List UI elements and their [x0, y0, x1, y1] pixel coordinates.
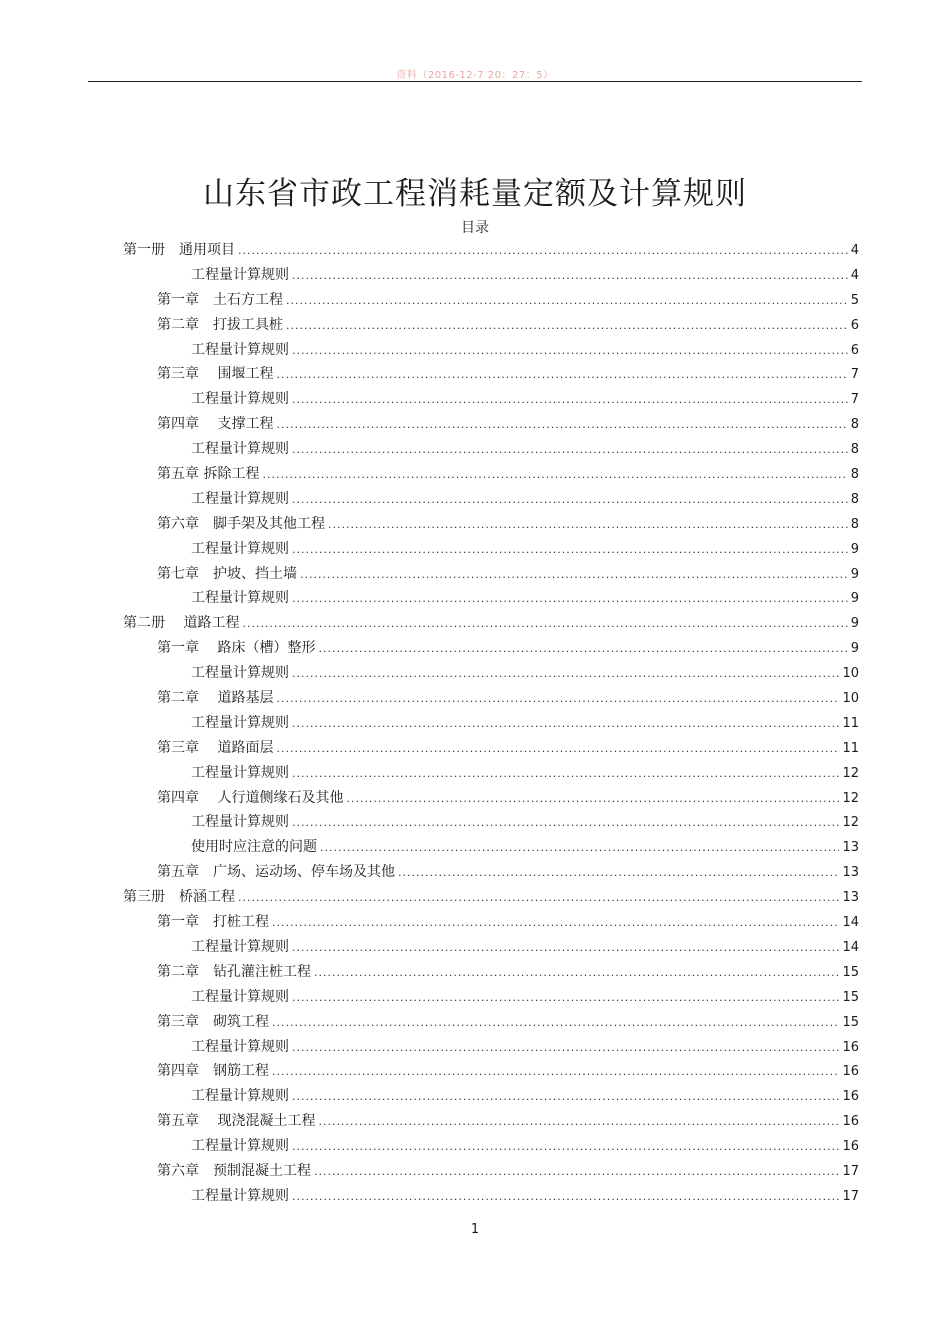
toc-entry-label: 工程量计算规则 [191, 266, 289, 283]
toc-entry-label: 工程量计算规则 [191, 665, 289, 682]
toc-entry-page: 8 [850, 467, 859, 483]
toc-entry-label: 第三章 砌筑工程 [157, 1013, 269, 1030]
toc-entry-page: 7 [850, 392, 859, 408]
toc-dot-leader [292, 438, 848, 463]
toc-entry-page: 13 [842, 840, 859, 856]
toc-entry-label: 工程量计算规则 [191, 714, 289, 731]
toc-dot-leader [262, 463, 847, 488]
toc-entry[interactable] [123, 686, 859, 711]
toc-entry-page: 16 [842, 1114, 859, 1130]
toc-entry[interactable] [123, 1035, 859, 1060]
toc-entry-label: 第四章 钢筋工程 [157, 1063, 269, 1080]
toc-dot-leader [238, 886, 839, 911]
toc-entry-page: 9 [850, 641, 859, 657]
page-number: 1 [470, 1222, 480, 1237]
toc-entry-page: 11 [842, 715, 859, 731]
toc-entry-label: 第二章 钻孔灌注桩工程 [157, 963, 311, 980]
toc-dot-leader [292, 936, 839, 961]
toc-dot-leader [292, 1036, 839, 1061]
toc-entry[interactable] [123, 835, 859, 860]
toc-dot-leader [292, 488, 848, 513]
toc-dot-leader [276, 737, 839, 762]
toc-entry-label: 工程量计算规则 [191, 540, 289, 557]
toc-entry[interactable] [123, 512, 859, 537]
toc-entry[interactable] [123, 1059, 859, 1084]
toc-entry-label: 工程量计算规则 [191, 814, 289, 831]
toc-entry-page: 14 [842, 915, 859, 931]
toc-dot-leader [292, 264, 848, 289]
toc-dot-leader [318, 1110, 839, 1135]
toc-dot-leader [276, 687, 839, 712]
toc-entry[interactable] [123, 985, 859, 1010]
toc-entry-page: 8 [850, 417, 859, 433]
toc-dot-leader [292, 1185, 839, 1210]
toc-dot-leader [318, 637, 847, 662]
toc-entry-label: 第一章 路床（槽）整形 [157, 640, 316, 657]
toc-entry-page: 8 [850, 442, 859, 458]
toc-entry[interactable] [123, 1084, 859, 1109]
toc-entry[interactable] [123, 263, 859, 288]
toc-entry[interactable] [123, 810, 859, 835]
toc-entry-page: 6 [850, 317, 859, 333]
toc-entry-label: 第四章 支撑工程 [157, 416, 274, 433]
toc-entry-label: 工程量计算规则 [191, 1038, 289, 1055]
toc-entry-label: 第一章 土石方工程 [157, 291, 283, 308]
toc-entry-page: 13 [842, 890, 859, 906]
toc-entry[interactable] [123, 412, 859, 437]
toc-entry-label: 第四章 人行道侧缘石及其他 [157, 789, 344, 806]
toc-entry-page: 15 [842, 1014, 859, 1030]
toc-dot-leader [286, 289, 848, 314]
toc-entry-label: 工程量计算规则 [191, 938, 289, 955]
toc-entry-label: 第二册 道路工程 [123, 615, 240, 632]
toc-dot-leader [272, 1060, 839, 1085]
toc-dot-leader [292, 712, 839, 737]
toc-entry-label: 使用时应注意的问题 [191, 839, 317, 856]
toc-entry[interactable] [123, 636, 859, 661]
toc-dot-leader [238, 239, 848, 264]
toc-entry-label: 第二章 打拔工具桩 [157, 316, 283, 333]
toc-entry-page: 8 [850, 491, 859, 507]
toc-dot-leader [286, 314, 848, 339]
toc-entry-page: 8 [850, 516, 859, 532]
toc-entry-label: 第五章 拆除工程 [157, 466, 260, 483]
header-timestamp: 资料（2016-12-7 20：27：5） [396, 70, 554, 81]
toc-entry-page: 16 [842, 1089, 859, 1105]
toc-entry-label: 第一册 通用项目 [123, 242, 235, 258]
toc-dot-leader [276, 363, 847, 388]
toc-entry-page: 16 [842, 1139, 859, 1155]
toc-dot-leader [292, 339, 848, 364]
toc-entry[interactable] [123, 1159, 859, 1184]
toc-entry-label: 工程量计算规则 [191, 441, 289, 458]
toc-dot-leader [292, 662, 839, 687]
toc-entry[interactable] [123, 661, 859, 686]
toc-entry-page: 12 [842, 790, 859, 806]
toc-entry-label: 第一章 打桩工程 [157, 914, 269, 931]
toc-entry-page: 9 [850, 566, 859, 582]
toc-entry-page: 7 [850, 367, 859, 383]
toc-entry-page: 4 [850, 243, 859, 258]
toc-entry-label: 工程量计算规则 [191, 341, 289, 358]
table-of-contents [123, 238, 859, 1209]
toc-heading: 目录 [461, 220, 489, 236]
toc-entry[interactable] [123, 1010, 859, 1035]
toc-entry[interactable] [123, 960, 859, 985]
toc-entry[interactable] [123, 313, 859, 338]
toc-entry-label: 工程量计算规则 [191, 764, 289, 781]
toc-dot-leader [272, 911, 839, 936]
toc-dot-leader [276, 413, 847, 438]
toc-dot-leader [272, 1011, 839, 1036]
toc-entry[interactable] [123, 711, 859, 736]
toc-entry-label: 第二章 道路基层 [157, 690, 274, 707]
toc-dot-leader [292, 1085, 839, 1110]
toc-entry-label: 第三册 桥涵工程 [123, 889, 235, 906]
toc-entry[interactable] [123, 462, 859, 487]
toc-entry-page: 17 [842, 1188, 859, 1204]
toc-dot-leader [398, 861, 839, 886]
toc-entry-label: 工程量计算规则 [191, 988, 289, 1005]
toc-entry-page: 4 [850, 267, 859, 283]
toc-entry[interactable] [123, 387, 859, 412]
toc-entry[interactable] [123, 362, 859, 387]
toc-dot-leader [346, 787, 839, 812]
toc-entry-page: 12 [842, 765, 859, 781]
toc-entry-page: 6 [850, 342, 859, 358]
toc-entry-page: 11 [842, 740, 859, 756]
toc-entry-page: 13 [842, 865, 859, 881]
toc-entry-label: 第三章 道路面层 [157, 739, 274, 756]
toc-entry-label: 第五章 广场、运动场、停车场及其他 [157, 864, 395, 881]
toc-entry[interactable] [123, 935, 859, 960]
toc-entry[interactable] [123, 1134, 859, 1159]
toc-dot-leader [292, 986, 839, 1011]
toc-entry-label: 工程量计算规则 [191, 1187, 289, 1204]
toc-entry-label: 第六章 预制混凝土工程 [157, 1162, 311, 1179]
toc-entry[interactable] [123, 1109, 859, 1134]
toc-entry[interactable] [123, 761, 859, 786]
toc-entry-label: 第七章 护坡、挡土墙 [157, 565, 297, 582]
toc-dot-leader [292, 587, 848, 612]
document-title: 山东省市政工程消耗量定额及计算规则 [203, 176, 747, 212]
toc-dot-leader [242, 612, 847, 637]
toc-entry-label: 工程量计算规则 [191, 590, 289, 607]
toc-dot-leader [292, 762, 839, 787]
toc-entry[interactable] [123, 786, 859, 811]
toc-entry[interactable] [123, 288, 859, 313]
toc-entry[interactable] [123, 487, 859, 512]
toc-dot-leader [300, 563, 848, 588]
toc-entry[interactable] [123, 885, 859, 910]
toc-dot-leader [328, 513, 848, 538]
toc-entry-page: 10 [842, 666, 859, 682]
toc-entry-page: 9 [850, 541, 859, 557]
toc-entry-page: 5 [850, 292, 859, 308]
toc-entry[interactable] [123, 437, 859, 462]
toc-entry[interactable] [123, 860, 859, 885]
toc-entry-label: 第六章 脚手架及其他工程 [157, 515, 325, 532]
toc-entry-page: 12 [842, 815, 859, 831]
toc-entry[interactable] [123, 611, 859, 636]
toc-dot-leader [292, 1135, 839, 1160]
toc-entry-page: 14 [842, 939, 859, 955]
toc-entry-label: 第五章 现浇混凝土工程 [157, 1113, 316, 1130]
toc-entry-page: 17 [842, 1163, 859, 1179]
toc-dot-leader [314, 961, 839, 986]
toc-dot-leader [292, 811, 839, 836]
toc-dot-leader [292, 388, 848, 413]
toc-entry-page: 9 [850, 616, 859, 632]
toc-entry[interactable] [123, 562, 859, 587]
toc-entry-page: 16 [842, 1064, 859, 1080]
toc-entry-label: 工程量计算规则 [191, 490, 289, 507]
toc-entry-label: 工程量计算规则 [191, 391, 289, 408]
toc-entry-label: 工程量计算规则 [191, 1088, 289, 1105]
toc-dot-leader [292, 538, 848, 563]
toc-entry-label: 第三章 围堰工程 [157, 366, 274, 383]
toc-entry[interactable] [123, 910, 859, 935]
toc-entry[interactable] [123, 1184, 859, 1209]
toc-entry-page: 15 [842, 989, 859, 1005]
toc-entry[interactable] [123, 338, 859, 363]
toc-dot-leader [314, 1160, 839, 1185]
toc-entry[interactable] [123, 238, 859, 263]
toc-entry-label: 工程量计算规则 [191, 1138, 289, 1155]
header-divider [88, 81, 862, 82]
toc-entry-page: 15 [842, 964, 859, 980]
toc-entry[interactable] [123, 586, 859, 611]
toc-entry-page: 10 [842, 691, 859, 707]
toc-dot-leader [320, 836, 839, 861]
toc-entry-page: 16 [842, 1039, 859, 1055]
toc-entry[interactable] [123, 537, 859, 562]
toc-entry[interactable] [123, 736, 859, 761]
toc-entry-page: 9 [850, 591, 859, 607]
